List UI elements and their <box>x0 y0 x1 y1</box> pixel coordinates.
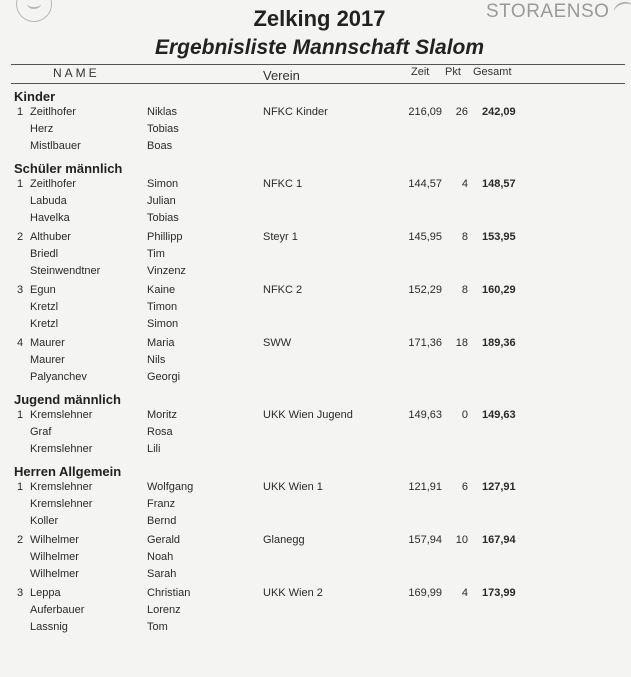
member-first-name: Georgi <box>147 370 181 383</box>
member-first-name: Tobias <box>147 122 179 135</box>
team-club: NFKC 2 <box>263 284 303 296</box>
team-member-row <box>0 515 631 531</box>
member-first-name: Christian <box>147 587 191 599</box>
team-points: 8 <box>461 231 468 243</box>
member-last-name: Kretzl <box>30 300 59 313</box>
member-last-name: Maurer <box>30 353 65 366</box>
team-total: 167,94 <box>482 534 516 546</box>
team-club: Glanegg <box>263 534 305 546</box>
team-points: 18 <box>455 337 468 349</box>
category-heading: Schüler männlich <box>14 161 123 176</box>
member-first-name: Lili <box>147 442 161 455</box>
member-first-name: Sarah <box>147 567 177 580</box>
team-member-row <box>0 498 631 514</box>
member-last-name: Auferbauer <box>30 603 85 616</box>
member-last-name: Palyanchev <box>30 370 87 383</box>
member-last-name: Havelka <box>30 211 70 224</box>
team-points: 0 <box>461 409 468 421</box>
header-rule-bottom <box>11 83 625 84</box>
member-first-name: Tom <box>147 620 168 633</box>
team-rank: 1 <box>17 178 24 190</box>
team-rank: 1 <box>17 409 24 421</box>
team-rank: 3 <box>17 587 24 599</box>
team-time: 171,36 <box>408 337 442 349</box>
member-first-name: Kaine <box>147 284 176 296</box>
sponsor-logo-text: STORAENSO <box>486 1 610 22</box>
member-first-name: Rosa <box>147 425 173 438</box>
team-total: 149,63 <box>482 409 516 421</box>
team-points: 4 <box>461 178 468 190</box>
team-member-row <box>0 318 631 334</box>
team-time: 152,29 <box>408 284 442 296</box>
team-total: 173,99 <box>482 587 516 599</box>
category-heading: Kinder <box>14 89 56 104</box>
member-last-name: Briedl <box>30 247 59 260</box>
category-heading: Jugend männlich <box>14 392 121 407</box>
team-rank: 1 <box>17 481 24 493</box>
team-total: 160,29 <box>482 284 516 296</box>
member-last-name: Kremslehner <box>30 442 93 455</box>
member-last-name: Wilhelmer <box>30 550 79 563</box>
team-time: 157,94 <box>408 534 442 546</box>
team-member-row <box>0 443 631 459</box>
team-total: 189,36 <box>482 337 516 349</box>
team-member-row <box>0 140 631 156</box>
team-member-row <box>0 481 631 497</box>
column-header-zeit: Zeit <box>411 66 430 78</box>
header-rule-top <box>11 64 625 65</box>
team-member-row <box>0 551 631 567</box>
member-last-name: Egun <box>30 284 56 296</box>
member-first-name: Simon <box>147 317 179 330</box>
column-header-name: NAME <box>53 66 100 80</box>
member-last-name: Zeitlhofer <box>30 106 76 118</box>
team-rank: 3 <box>17 284 24 296</box>
team-club: NFKC Kinder <box>263 106 328 118</box>
member-first-name: Julian <box>147 194 176 207</box>
team-member-row <box>0 123 631 139</box>
team-time: 144,57 <box>408 178 442 190</box>
team-total: 148,57 <box>482 178 516 190</box>
member-last-name: Kremslehner <box>30 497 93 510</box>
team-total: 242,09 <box>482 106 516 118</box>
team-member-row <box>0 409 631 425</box>
page-title: Zelking 2017 <box>253 6 386 31</box>
team-total: 127,91 <box>482 481 516 493</box>
member-last-name: Labuda <box>30 194 67 207</box>
member-first-name: Noah <box>147 550 174 563</box>
member-first-name: Boas <box>147 139 173 152</box>
member-last-name: Mistlbauer <box>30 139 81 152</box>
member-last-name: Maurer <box>30 337 65 349</box>
team-member-row <box>0 534 631 550</box>
member-first-name: Wolfgang <box>147 481 194 493</box>
member-first-name: Timon <box>147 300 178 313</box>
team-time: 169,99 <box>408 587 442 599</box>
team-club: UKK Wien Jugend <box>263 409 353 421</box>
team-points: 10 <box>455 534 468 546</box>
team-member-row <box>0 587 631 603</box>
member-first-name: Moritz <box>147 409 177 421</box>
team-member-row <box>0 231 631 247</box>
member-last-name: Wilhelmer <box>30 534 79 546</box>
member-last-name: Graf <box>30 425 52 438</box>
member-last-name: Althuber <box>30 231 71 243</box>
member-last-name: Leppa <box>30 587 61 599</box>
team-member-row <box>0 195 631 211</box>
team-total: 153,95 <box>482 231 516 243</box>
member-first-name: Nils <box>147 353 166 366</box>
member-first-name: Vinzenz <box>147 264 186 277</box>
team-points: 6 <box>461 481 468 493</box>
team-member-row <box>0 265 631 281</box>
column-header-verein: Verein <box>263 68 300 83</box>
team-member-row <box>0 621 631 637</box>
member-last-name: Wilhelmer <box>30 567 79 580</box>
team-rank: 2 <box>17 231 24 243</box>
member-last-name: Lassnig <box>30 620 68 633</box>
team-time: 121,91 <box>408 481 442 493</box>
team-club: Steyr 1 <box>263 231 298 243</box>
member-last-name: Kretzl <box>30 317 59 330</box>
team-member-row <box>0 337 631 353</box>
member-first-name: Bernd <box>147 514 177 527</box>
member-last-name: Kremslehner <box>30 409 93 421</box>
team-points: 8 <box>461 284 468 296</box>
team-rank: 4 <box>17 337 24 349</box>
team-member-row <box>0 248 631 264</box>
team-time: 145,95 <box>408 231 442 243</box>
member-first-name: Lorenz <box>147 603 181 616</box>
team-member-row <box>0 284 631 300</box>
member-first-name: Phillipp <box>147 231 183 243</box>
team-club: UKK Wien 1 <box>263 481 323 493</box>
team-member-row <box>0 301 631 317</box>
team-rank: 1 <box>17 106 24 118</box>
column-header-pkt: Pkt <box>445 66 461 78</box>
team-time: 216,09 <box>408 106 442 118</box>
team-club: UKK Wien 2 <box>263 587 323 599</box>
category-heading: Herren Allgemein <box>14 464 122 479</box>
column-header-gesamt: Gesamt <box>473 66 512 78</box>
member-last-name: Koller <box>30 514 59 527</box>
team-member-row <box>0 371 631 387</box>
member-first-name: Tim <box>147 247 165 260</box>
team-member-row <box>0 212 631 228</box>
team-rank: 2 <box>17 534 24 546</box>
member-last-name: Herz <box>30 122 54 135</box>
team-points: 4 <box>461 587 468 599</box>
member-last-name: Steinwendtner <box>30 264 101 277</box>
member-last-name: Kremslehner <box>30 481 93 493</box>
member-last-name: Zeitlhofer <box>30 178 76 190</box>
page-subtitle: Ergebnisliste Mannschaft Slalom <box>154 36 485 59</box>
team-member-row <box>0 354 631 370</box>
team-club: NFKC 1 <box>263 178 303 190</box>
member-first-name: Tobias <box>147 211 179 224</box>
team-time: 149,63 <box>408 409 442 421</box>
team-member-row <box>0 568 631 584</box>
member-first-name: Franz <box>147 497 176 510</box>
team-points: 26 <box>455 106 468 118</box>
team-member-row <box>0 178 631 194</box>
team-member-row <box>0 426 631 442</box>
member-first-name: Simon <box>147 178 179 190</box>
member-first-name: Gerald <box>147 534 181 546</box>
team-member-row <box>0 106 631 122</box>
member-first-name: Niklas <box>147 106 177 118</box>
team-club: SWW <box>263 337 292 349</box>
team-member-row <box>0 604 631 620</box>
member-first-name: Maria <box>147 337 175 349</box>
